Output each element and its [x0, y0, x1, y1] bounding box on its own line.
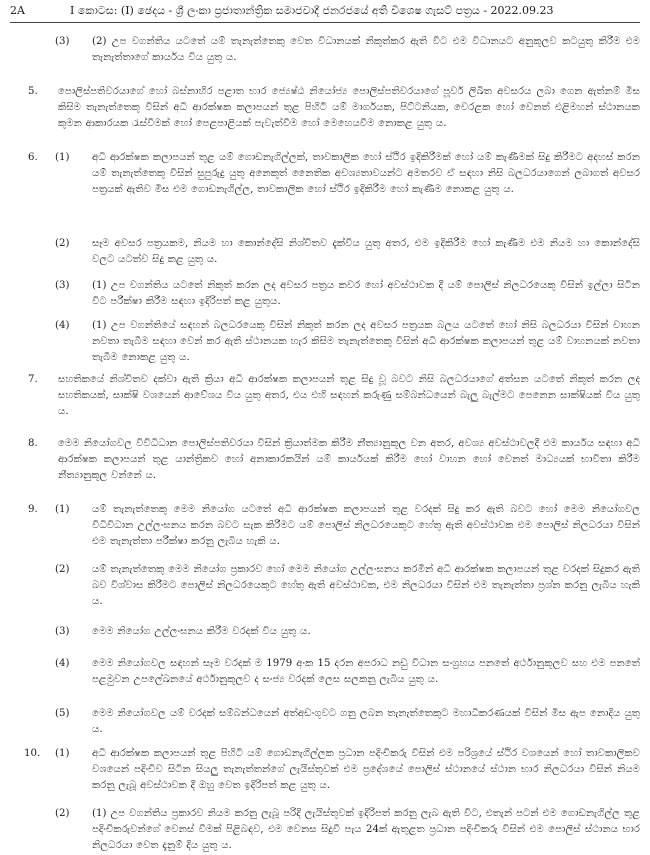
clause-number: 5.: [28, 86, 38, 97]
sub-number: (2): [55, 238, 70, 249]
header-title-text: I කොටස: (I) ඡෙදය - ශ්‍රී ලංකා ප්‍රජාතාන්ත්‍රික සමාජවාදී ජනරජයේ අති විශෙෂ ගැසට් පත්‍රය -: [70, 4, 488, 17]
sub-number: (4): [55, 320, 70, 331]
sub-number: (5): [55, 708, 70, 719]
paragraph-text: (1) උප වගන්තිය ප්‍රකාරව නියම කරනු ලැබූ පරිදි ලැයිස්තුවක් ඉදිරිපත් කරනු ලැබ ඇති විට, එතැන් පටන් එම ගොඩනැගිල්ල තුළ පදිංචිකරුවන්ගේ වෙනස් වීමක් පිළිබඳව, එම වෙනස සිදුවී පැය 24ක් ඇතුළත ප්‍රධාන පදිංචිකරු විසින් එම පොලිස් ස්ථානය භාර නිලධරයා වෙත දැනුම් දිය යුතු ය.: [92, 808, 640, 852]
clause-number: 9.: [28, 504, 38, 515]
paragraph-text: පොලිස්පතිවරයාගේ හෝ බස්නාහිර පළාත භාර ජ්‍යෙෂ්ඨ නියෝජ්‍ය පොලිස්පතිවරයාගේ පූර්ව ලිඛිත අවසරය ලබා ගෙන ඇත්නම් මිස කිසිම තැනැත්තෙකු විසින් අධි ආරක්ෂක කලාපයන් තුළ පිහිටි යම් මාර්ගයක, පිට්ටනියක, වෙරළක හෝ වෙනත් එළිමහන් ස්ථානයක කුමන ආකාරයක රැස්වීමක් හෝ පෙළපාළියක් පැවැත්වීම හෝ මෙහෙයවීම නොකළ යුතු ය.: [58, 86, 640, 130]
page-header: [10, 4, 640, 22]
header-date: 2022.09.23: [490, 4, 554, 17]
header-rule: [10, 22, 640, 23]
paragraph-text: මෙම නියෝගවල විවිධිධාන පොලිස්පතිවරයා විසින් ක්‍රියාත්මක කිරීම නීත්‍යානුකූල වන අතර, අවශ්‍ය අවස්ථාවලදී එම කාර්යය සඳහා අධි ආරක්ෂක කලාපයන් තුළ යාන්ත්‍රිකව හෝ අනාකාරකයින් යම් කාර්යයක් කිරීම හෝ වාහන හෝ වෙනත් මාධ්‍යයක් භාවිතා කිරීම නීත්‍යානුකූල වන්නේ ය.: [58, 438, 640, 482]
clause-number: 6.: [28, 152, 38, 163]
sub-number: (3): [55, 36, 70, 47]
paragraph-text: යම් තැනැත්තෙකු මෙම නියෝග ප්‍රකාරව හෝ මෙම නියෝග උල්ලංඝනය කරමින් අධි ආරක්ෂක කලාපයන් තුළ වරදක් සිදුකර ඇති බව විශ්වාස කිරීමට පොලිස් නිලධරයෙකුට හේතු ඇති අවස්ථාවක, එම නිලධරයා විසින් එම තැනැත්තා ප්‍රශ්න කරනු ලැබිය හැකි ය.: [92, 564, 640, 608]
paragraph-text: අධි ආරක්ෂක කලාපයන් තුළ පිහිටි යම් ගොඩනැගිල්ලක ප්‍රධාන පදිංචිකරු විසින් එම පරිශ්‍රයේ ස්ථිර වශයෙන් හෝ තාවකාලිකව වශයෙන් පදිංචිව සිටින සියලු තැනැත්තන්ගේ ලැයිස්තුවක් එම ප්‍රදේශයේ පොලිස් ස්ථානයේ ස්ථාන භාර නිලධරයා විසින් නියම කරනු ලැබූ අවස්ථාවක දී ඔහු වෙත ඉදිරිපත් කළ යුතු ය.: [92, 748, 640, 792]
paragraph-text: මෙම නියෝගවල යම් වරදක් සම්බන්ධයෙන් අත්අඩංගුවට ගනු ලබන තැනැත්තෙකුට මහාධිකරණයක් විසින් මිස ඇප නොදිය යුතු ය.: [92, 708, 640, 736]
header-title: [70, 4, 554, 18]
sub-number: (2): [55, 564, 70, 575]
paragraph-text: අධි ආරක්ෂක කලාපයන් තුළ යම් ගොඩනැගිල්ලක්, තාවකාලික හෝ ස්ථිර ඉදිකිරීමක් හෝ යම් කැණීමක් සිදු කිරීමට අදහස් කරන යම් තැනැත්තෙකු විසින් සුපුරුදු යුතු අනෙකුත් නෛතික අවශ්‍යතාවයන්ට අමතරව ඒ සඳහා නිසි බලධරයාගෙන් ලබාගත් අවසර පත්‍රයක් ඇතිව මිස එම ගොඩනැගිල්ල, තාවකාලික හෝ ස්ථිර ඉදිකිරීම හෝ කැණීම නොකළ යුතු ය.: [92, 152, 640, 196]
sub-number: (1): [55, 152, 70, 163]
paragraph-text: යම් තැනැත්තෙකු මෙම නියෝග යටතේ අධි ආරක්ෂක කලාපයන් තුළ වරදක් සිදු කර ඇති බවට හෝ මෙම නියෝගවල විධිවිධාන උල්ලංඝනය කරන බවට සැක කිරීමට යම් පොලිස් නිලධරයෙකුට හේතු ඇති අවස්ථාවක එම පොලිස් නිලධරයා විසින් එම තැනැත්තා පරීක්ෂා කරනු ලැබිය හැකි ය.: [92, 504, 640, 548]
sub-number: (3): [55, 626, 70, 637]
page-number: 2A: [10, 4, 25, 17]
paragraph-text: මෙම නියෝගවල සඳහන් සෑම වරදක් ම 1979 අංක 15 දරන අපරාධ නඩු විධාන සංග්‍රහය පනතේ අර්ථානුකූලව සහ එම පනතේ පළමුවන උපලේඛනයේ අර්ථානුකූලව ද සංජ්‍ය වරදක් ලෙස සලකනු ලැබිය යුතු ය.: [92, 658, 640, 686]
paragraph-text: (1) උප වගන්තිය යටතේ නිකුත් කරන ලද අවසර පත්‍රය කවර හෝ අවස්ථාවක දී යම් පොලිස් නිලධරයෙකු විසින් ඉල්ලා සිටින විට පරීක්ෂා කිරීම සඳහා ඉදිරිපත් කළ යුතුය.: [92, 280, 640, 308]
sub-number: (1): [55, 504, 70, 515]
sub-number: (4): [55, 658, 70, 669]
paragraph-text: (2) උප වගන්තිය යටතේ යම් තැනැත්තෙකු වෙත විධානයක් නිකුත්කර ඇති විට එම විධානයට අනුකූලව කටයුතු කිරීම එම තැනැත්තාගේ කාර්යය විය යුතු ය.: [92, 36, 640, 64]
clause-number: 10.: [24, 748, 41, 759]
sub-number: (2): [55, 808, 70, 819]
paragraph-text: මෙම නියෝග උල්ලංඝනය කිරීම වරදක් විය යුතු ය.: [92, 626, 311, 637]
clause-number: 8.: [28, 438, 38, 449]
sub-number: (3): [55, 280, 70, 291]
paragraph-text: සෑම අවසර පත්‍රයකම, නියම හා කොන්දේසි නිශ්චිතව දැක්විය යුතු අතර, එම ඉදිකිරීම හෝ කැණීම එම නියම හා කොන්දේසි වලට යටත්ව සිදු කළ යුතු ය.: [92, 238, 640, 266]
sub-number: (1): [55, 748, 70, 759]
clause-number: 7.: [28, 374, 38, 385]
paragraph-text: (1) උප වගන්තියේ සඳහන් බලධරයෙකු විසින් නිකුත් කරන ලද අවසර පත්‍රයක බලය යටතේ හෝ නිසි බලධරයා විසින් වාහන නවතා තැබීම සඳහා වෙන් කර ඇති ස්ථානයක හැර කිසිම තැනැත්තෙකු විසින් අධි ආරක්ෂක කලාපයන් තුළ යම් වාහනයක් නවතා තැබීම නොකළ යුතු ය.: [92, 320, 640, 364]
paragraph-text: සහතිකයේ නිශ්චිතව දක්වා ඇති ක්‍රියා අධි ආරක්ෂක කලාපයන් තුළ සිදු වූ බවට නිසි බලධරයාගේ අත්සන යටතේ නිකුත් කරන ලද සහතිකයක්, සාක්ෂි වශයෙන් ආවේශය විය යුතු අතර, එය එහි සඳහන් කරුණු සම්බන්ධයෙන් බැලු බැල්මට පෙනෙන සාක්ෂියක් විය යුතු ය.: [58, 374, 640, 418]
